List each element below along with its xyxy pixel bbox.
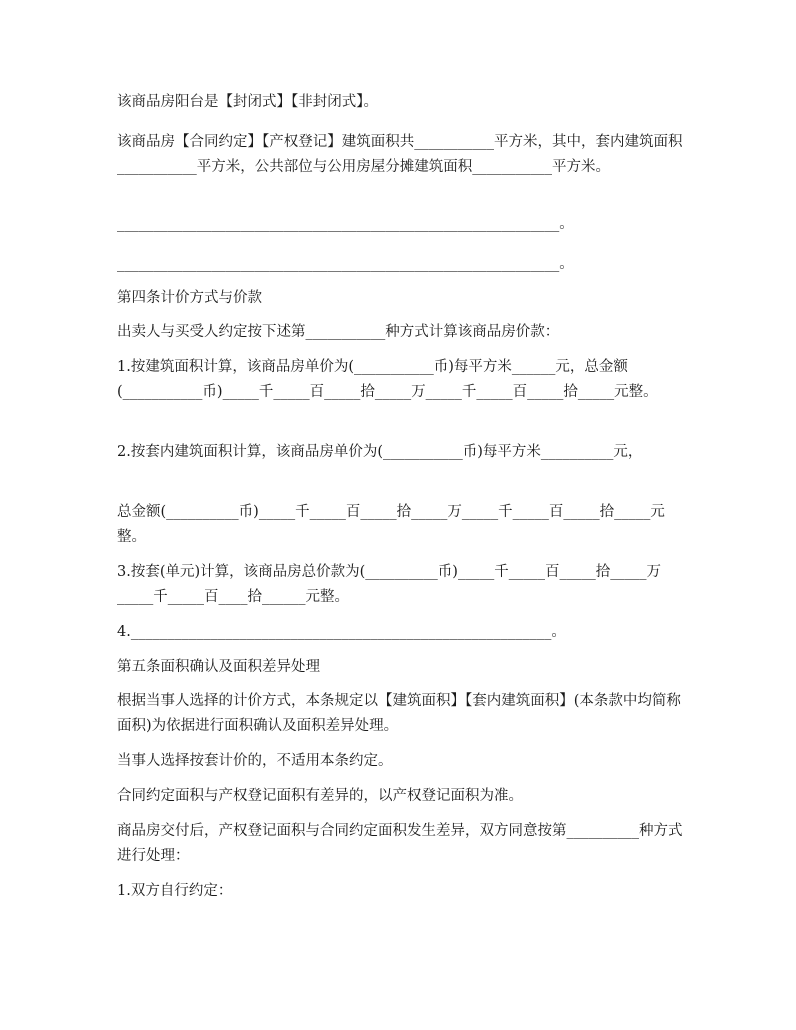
pricing-option-1: 1.按建筑面积计算，该商品房单价为(___________币)每平方米______元，总金额(___________币)_____千_____百_____拾_____万_____千_____百_____拾_____元整。	[117, 359, 658, 400]
pricing-option-3: 3.按套(单元)计算，该商品房总价款为(__________币)_____千_____百_____拾_____万_____千_____百____拾______元整。	[117, 564, 661, 605]
handling-option-1: 1.双方自行约定：	[117, 883, 233, 899]
pricing-method-paragraph: 出卖人与买受人约定按下述第___________种方式计算该商品房价款：	[117, 324, 560, 340]
pricing-option-4: 4.__________________________________________________________。	[117, 624, 566, 640]
pricing-option-2: 2.按套内建筑面积计算，该商品房单价为(___________币)每平方米__________元，	[117, 444, 643, 460]
area-confirmation-paragraph: 根据当事人选择的计价方式，本条规定以【建筑面积】【套内建筑面积】(本条款中均简称面积)为依据进行面积确认及面积差异处理。	[117, 693, 681, 734]
blank-line-1: _____________________________________________________________。	[117, 216, 574, 232]
article-4-heading: 第四条计价方式与价款	[117, 290, 262, 306]
blank-line-2: _____________________________________________________________。	[117, 256, 574, 272]
balcony-type-paragraph: 该商品房阳台是【封闭式】【非封闭式】。	[117, 94, 378, 110]
area-discrepancy-paragraph: 合同约定面积与产权登记面积有差异的，以产权登记面积为准。	[117, 788, 523, 804]
area-paragraph: 该商品房【合同约定】【产权登记】建筑面积共___________平方米，其中，套内建筑面积___________平方米，公共部位与公用房屋分摊建筑面积___________平方米。	[117, 134, 683, 175]
article-5-heading: 第五条面积确认及面积差异处理	[117, 659, 320, 675]
post-delivery-paragraph: 商品房交付后，产权登记面积与合同约定面积发生差异，双方同意按第__________种方式进行处理：	[117, 823, 683, 864]
pricing-option-2-total: 总金额(__________币)_____千_____百_____拾_____万_____千_____百_____拾_____元整。	[117, 504, 665, 545]
per-unit-exclusion-paragraph: 当事人选择按套计价的，不适用本条约定。	[117, 753, 393, 769]
